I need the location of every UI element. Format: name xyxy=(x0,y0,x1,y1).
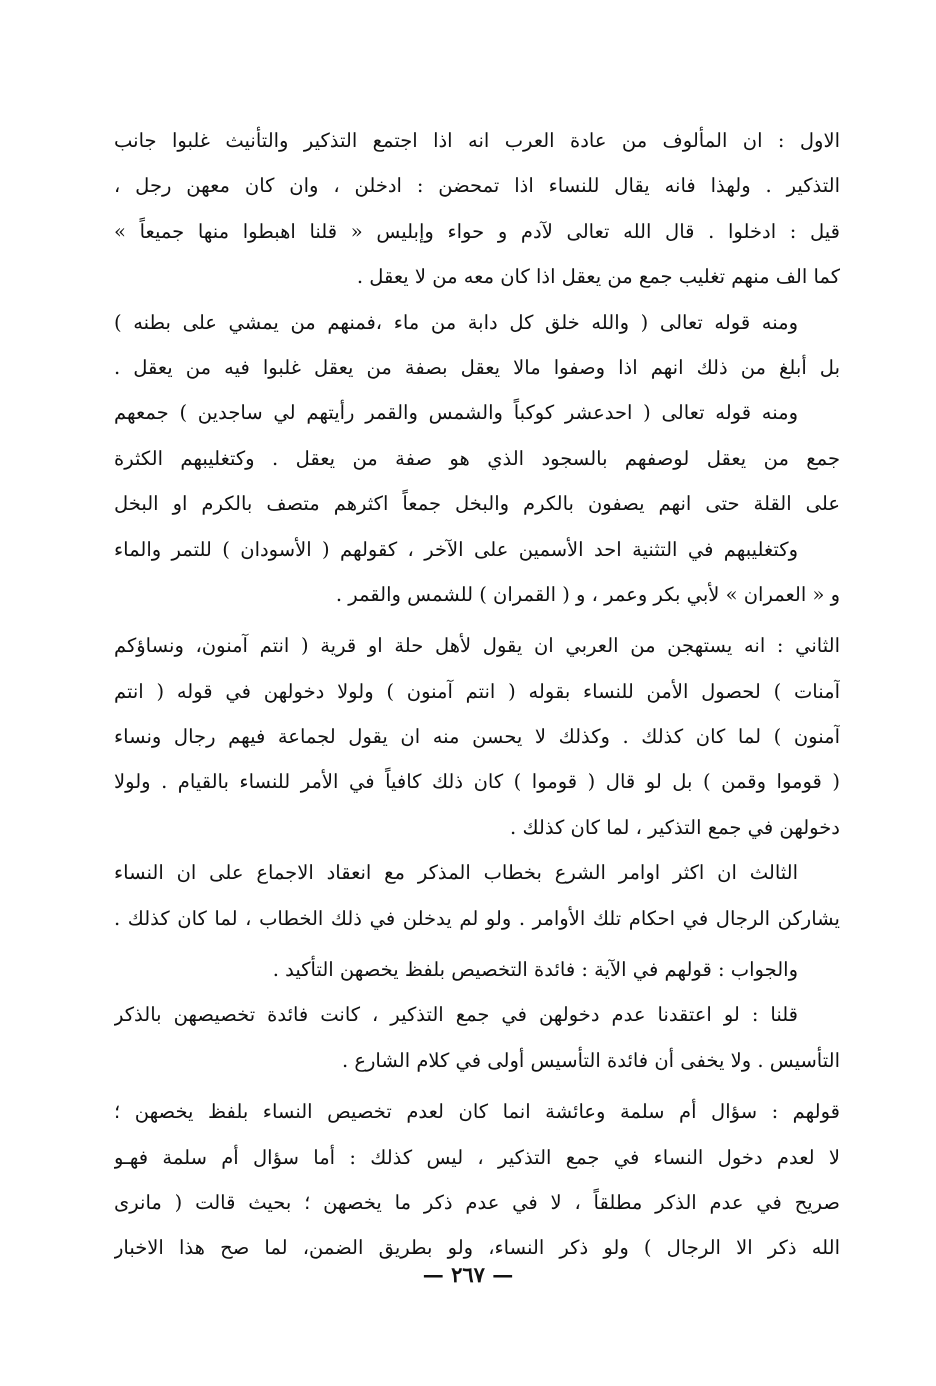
text-line: وكتغليبهم في التثنية احد الأسمين على الآخر ، كقولهم ( الأسودان ) للتمر والماء xyxy=(114,537,798,561)
text-line: صريح في عدم الذكر مطلقاً ، لا في عدم ذكر ما يخصهن ؛ بحيث قالت ( مانرى xyxy=(114,1190,840,1214)
text-line: التذكير . ولهذا فانه يقال للنساء اذا تمحضن : ادخلن ، وان كان معهن رجل ، xyxy=(114,174,840,198)
text-line: التأسيس . ولا يخفى أن فائدة التأسيس أولى في كلام الشارع . xyxy=(341,1048,840,1072)
text-line: قولهم : سؤال أم سلمة وعائشة انما كان لعدم تخصيص النساء بلفظ يخصهن ؛ xyxy=(114,1100,840,1124)
page-body-text xyxy=(114,118,840,1271)
text-line: بل أبلغ من ذلك انهم اذا وصفوا مالا يعقل بصفة من يعقل غلبوا فيه من يعقل . xyxy=(114,355,840,379)
text-line: آمنات ) لحصول الأمن للنساء بقوله ( انتم آمنون ) ولولا دخولهن في قوله ( انتم xyxy=(114,679,840,703)
text-line: والجواب : قولهم في الآية : فائدة التخصيص بلفظ يخصهن التأكيد . xyxy=(272,958,798,982)
text-line: الثالث ان اكثر اوامر الشرع بخطاب المذكر مع انعقاد الاجماع على ان النساء xyxy=(114,861,798,885)
text-line: كما الف منهم تغليب جمع من يعقل اذا كان معه من لا يعقل . xyxy=(356,265,840,289)
text-line: آمنون ) لما كان كذلك . وكذلك لا يحسن منه ان يقول لجماعة فيهم رجال ونساء xyxy=(114,725,840,749)
text-line: الاول : ان المألوف من عادة العرب انه اذا اجتمع التذكير والتأنيث غلبوا جانب xyxy=(114,129,840,152)
text-line: الله ذكر الا الرجال ) ولو ذكر النساء، ولو بطريق الضمن، لما صح هذا الاخبار xyxy=(114,1236,840,1260)
text-line: و « العمران » لأبي بكر وعمر ، و ( القمران ) للشمس والقمر . xyxy=(335,582,840,606)
text-line: ( قوموا وقمن ) بل لو قال ( قوموا ) كان ذلك كافياً في الأمر للنساء بالقيام . ولولا xyxy=(114,770,840,794)
text-line: يشاركن الرجال في احكام تلك الأوامر . ولو لم يدخلن في ذلك الخطاب ، لما كان كذلك . xyxy=(114,906,840,930)
page-number: — ٢٦٧ — xyxy=(422,1262,514,1287)
text-line: لا لعدم دخول النساء في جمع التذكير ، ليس كذلك : أما سؤال أم سلمة فهـو xyxy=(114,1145,840,1169)
text-line: ومنه قوله تعالى ( احدعشر كوكباً والشمس والقمر رأيتهم لي ساجدين ) جمعهم xyxy=(114,401,798,425)
text-line: قيل : ادخلوا . قال الله تعالى لآدم و حواء وإبليس « قلنا اهبطوا منها جميعاً » xyxy=(114,219,840,243)
text-line: دخولهن في جمع التذكير ، لما كان كذلك . xyxy=(510,815,840,839)
text-line: على القلة حتى انهم يصفون بالكرم والبخل جمعاً اكثرهم متصف بالكرم او البخل xyxy=(114,492,840,516)
text-line: قلنا : لو اعتقدنا عدم دخولهن في جمع التذكير ، كانت فائدة تخصيصهن بالذكر xyxy=(114,1003,798,1027)
text-line: الثاني : انه يستهجن من العربي ان يقول لأهل حلة او قرية ( انتم آمنون، ونساؤكم xyxy=(114,634,840,658)
text-line: جمع من يعقل لوصفهم بالسجود الذي هو صفة من يعقل . وكتغليبهم الكثرة xyxy=(114,446,840,470)
text-line: ومنه قوله تعالى ( والله خلق كل دابة من ماء ،فمنهم من يمشي على بطنه ) xyxy=(114,310,798,334)
